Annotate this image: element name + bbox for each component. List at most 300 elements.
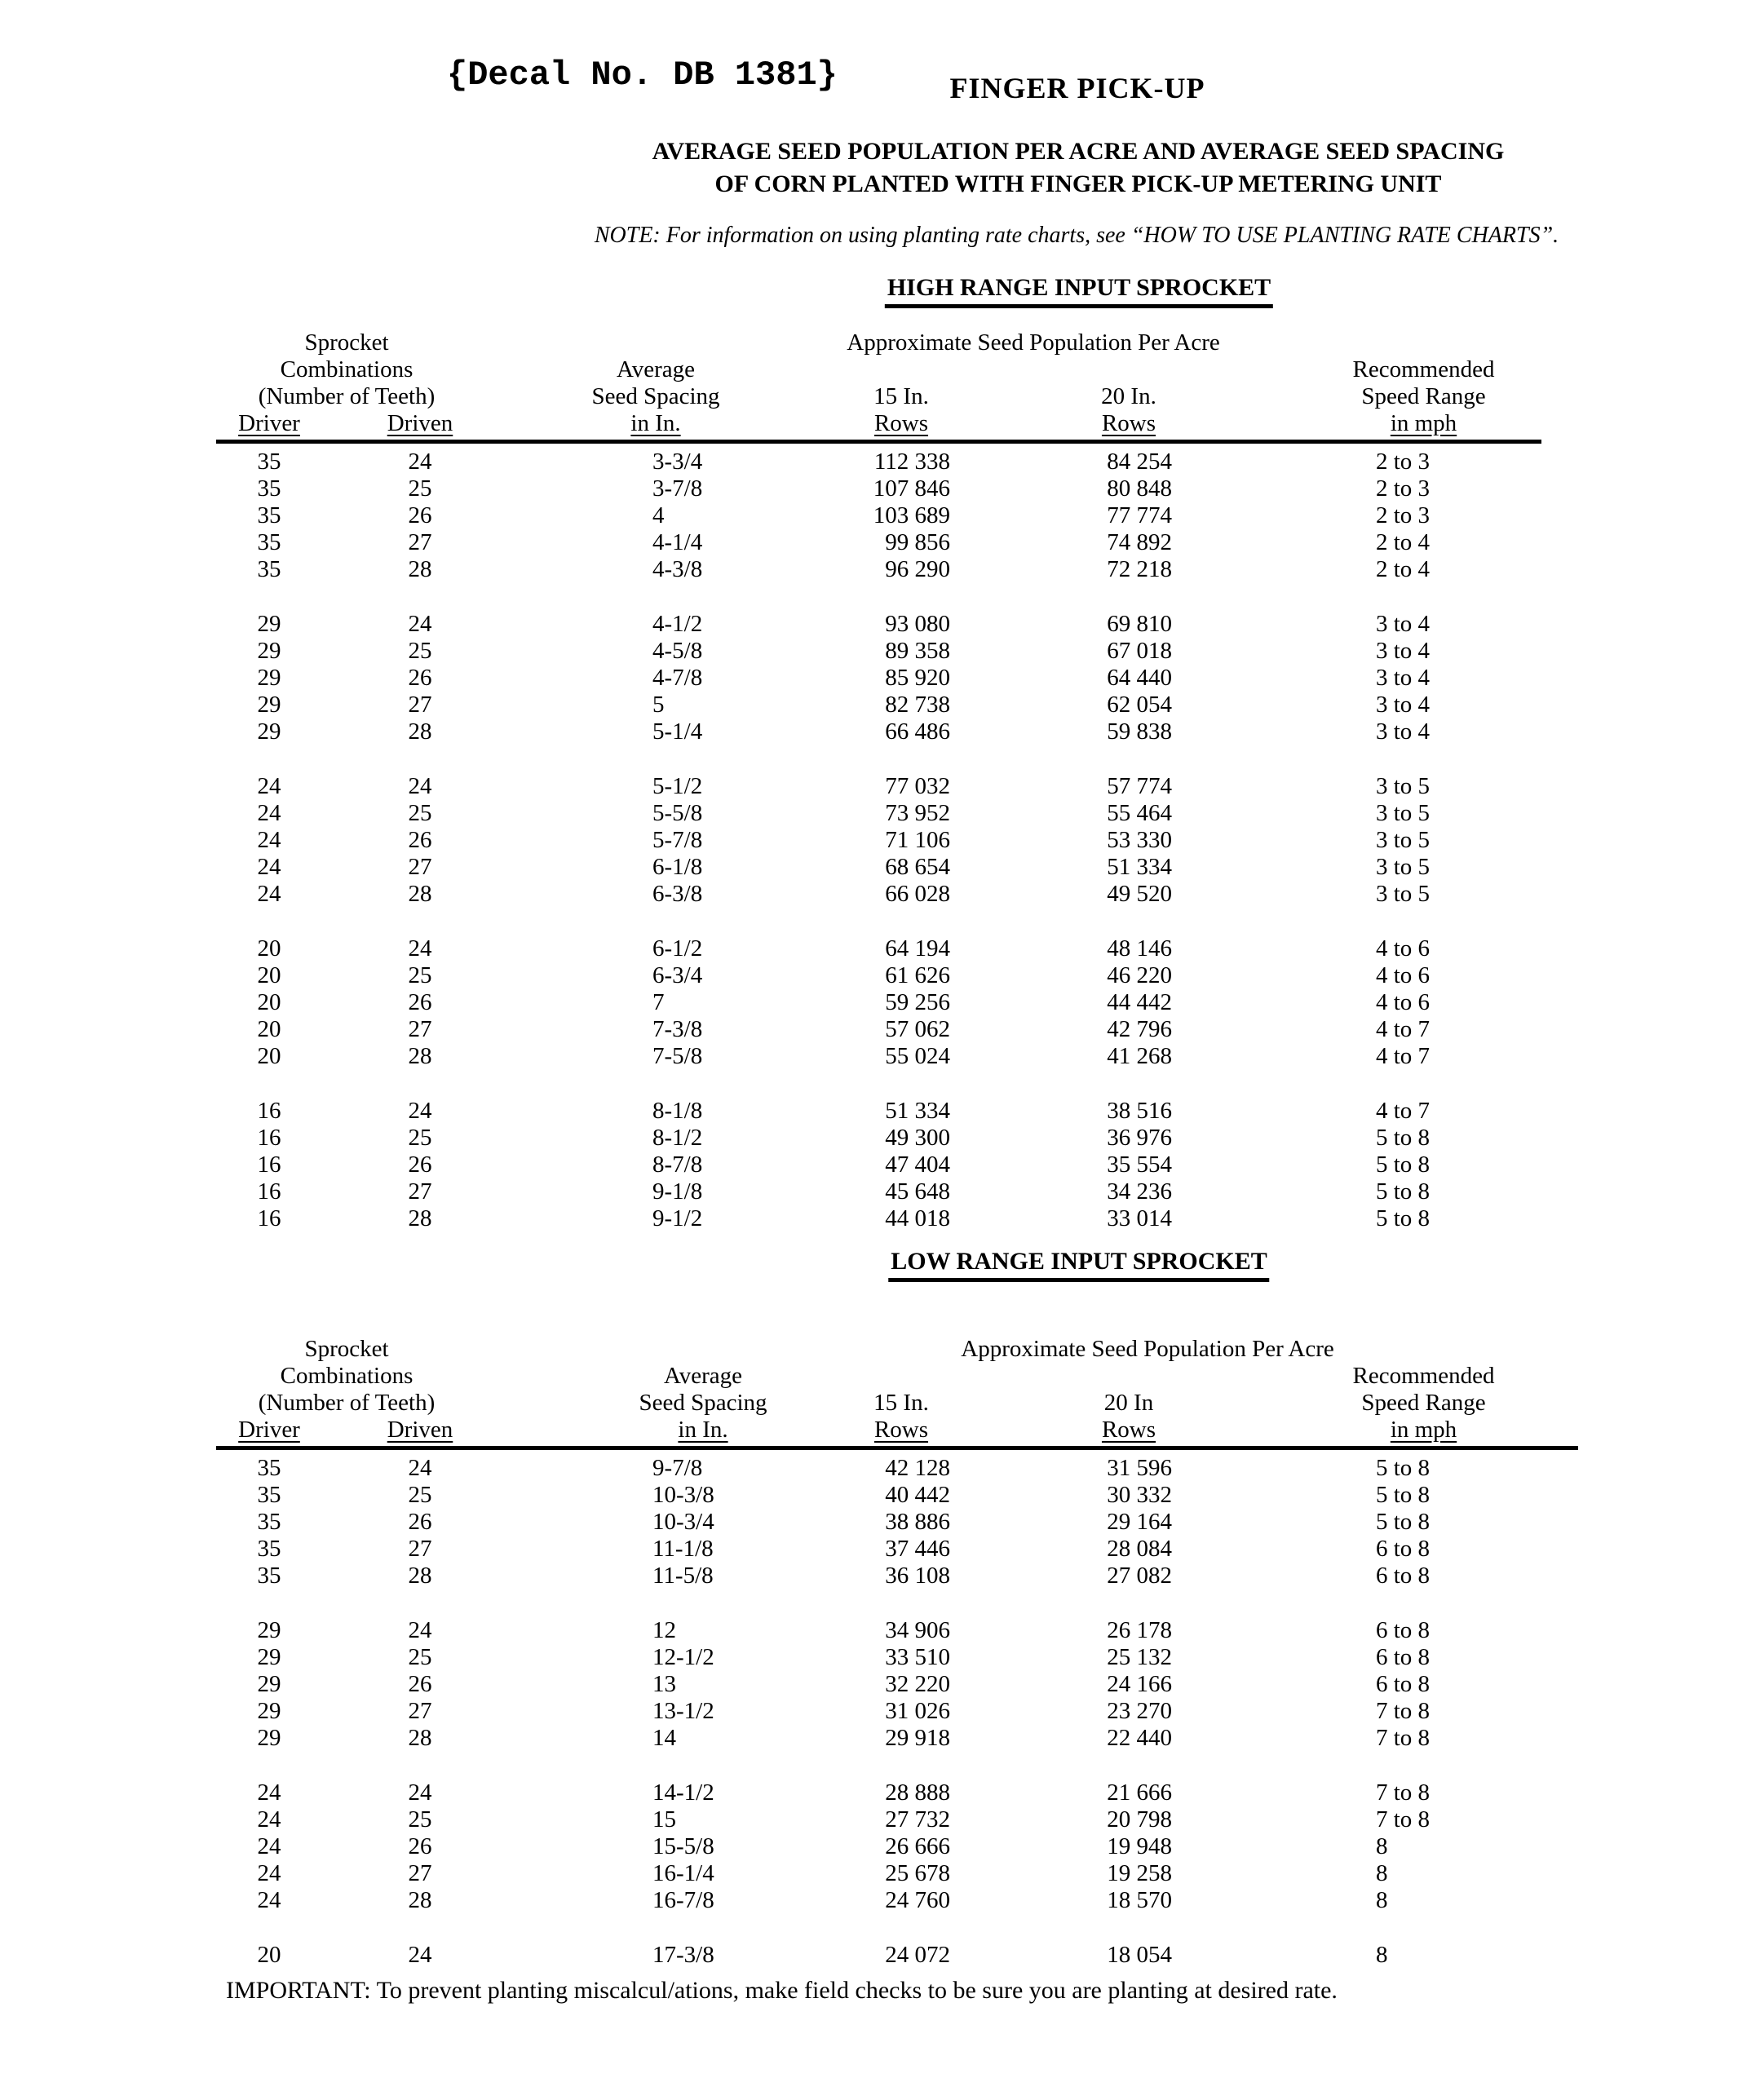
table-row	[216, 1125, 1594, 1152]
driven-teeth: 27	[408, 1536, 432, 1562]
seed-spacing-in: 7	[652, 989, 665, 1015]
population-20in-rows: 72 218	[1107, 556, 1172, 582]
table-row	[216, 611, 1594, 638]
driven-teeth: 25	[408, 1806, 432, 1833]
speed-range-mph: 5 to 8	[1376, 1205, 1431, 1231]
subtitle-line-2: OF CORN PLANTED WITH FINGER PICK-UP METERING UNIT	[714, 170, 1442, 197]
driver-teeth: 16	[257, 1178, 281, 1205]
population-20in-rows: 34 236	[1107, 1178, 1172, 1205]
seed-spacing-in: 12-1/2	[652, 1644, 714, 1670]
speed-range-mph: 5 to 8	[1376, 1509, 1431, 1535]
driven-teeth: 27	[408, 1178, 432, 1205]
population-15in-rows: 25 678	[885, 1860, 950, 1886]
table-row	[216, 1942, 1594, 1969]
population-20in-rows: 19 948	[1107, 1833, 1172, 1859]
driver-teeth: 35	[257, 1455, 281, 1481]
population-20in-rows: 35 554	[1107, 1152, 1172, 1178]
population-15in-rows: 61 626	[885, 962, 950, 988]
table-row	[216, 1833, 1594, 1860]
table-row	[216, 1644, 1594, 1671]
population-20in-rows: 41 268	[1107, 1043, 1172, 1069]
driver-teeth: 20	[257, 962, 281, 988]
population-20in-rows: 22 440	[1107, 1725, 1172, 1751]
driven-teeth: 25	[408, 800, 432, 826]
population-20in-rows: 59 838	[1107, 718, 1172, 745]
speed-range-mph: 4 to 7	[1376, 1098, 1431, 1124]
header-rule	[216, 1446, 1578, 1450]
seed-spacing-in: 6-3/8	[652, 881, 703, 907]
driver-teeth: 35	[257, 475, 281, 502]
population-15in-rows: 24 760	[885, 1887, 950, 1913]
population-15in-rows: 29 918	[885, 1725, 950, 1751]
col-header-in-mph: in mph	[1390, 410, 1457, 436]
driven-teeth: 28	[408, 1887, 432, 1913]
population-15in-rows: 93 080	[885, 611, 950, 637]
seed-spacing-in: 4-1/2	[652, 611, 703, 637]
speed-range-mph: 8	[1376, 1887, 1388, 1913]
population-15in-rows: 66 028	[885, 881, 950, 907]
population-15in-rows: 66 486	[885, 718, 950, 745]
header-line-1	[216, 329, 1594, 356]
driver-teeth: 24	[257, 773, 281, 799]
population-20in-rows: 55 464	[1107, 800, 1172, 826]
table-row	[216, 1152, 1594, 1178]
population-15in-rows: 44 018	[885, 1205, 950, 1231]
table-row	[216, 1860, 1594, 1887]
seed-spacing-in: 15	[652, 1806, 676, 1833]
population-15in-rows: 68 654	[885, 854, 950, 880]
driven-teeth: 25	[408, 1125, 432, 1151]
table-row	[216, 1098, 1594, 1125]
speed-range-mph: 2 to 4	[1376, 556, 1431, 582]
table-row	[216, 962, 1594, 989]
header-line-4	[216, 1417, 1594, 1443]
driven-teeth: 24	[408, 449, 432, 475]
speed-range-mph: 2 to 3	[1376, 449, 1431, 475]
seed-spacing-in: 13-1/2	[652, 1698, 714, 1724]
seed-spacing-in: 4-7/8	[652, 665, 703, 691]
table-row	[216, 1563, 1594, 1589]
population-15in-rows: 107 846	[873, 475, 950, 502]
table-row	[216, 556, 1594, 583]
subtitle-line-1: AVERAGE SEED POPULATION PER ACRE AND AVERAGE SEED SPACING	[652, 138, 1505, 165]
seed-spacing-in: 16-1/4	[652, 1860, 714, 1886]
population-20in-rows: 64 440	[1107, 665, 1172, 691]
speed-range-mph: 2 to 4	[1376, 529, 1431, 555]
speed-range-mph: 3 to 5	[1376, 800, 1431, 826]
driven-teeth: 25	[408, 1644, 432, 1670]
seed-spacing-in: 17-3/8	[652, 1942, 714, 1968]
driver-teeth: 16	[257, 1152, 281, 1178]
table-row	[216, 1779, 1594, 1806]
table-row	[216, 502, 1594, 529]
speed-range-mph: 3 to 4	[1376, 611, 1431, 637]
col-header-population: Approximate Seed Population Per Acre	[847, 329, 1220, 356]
driven-teeth: 26	[408, 989, 432, 1015]
header-line-4	[216, 410, 1594, 437]
speed-range-mph: 7 to 8	[1376, 1725, 1431, 1751]
population-20in-rows: 48 146	[1107, 935, 1172, 962]
speed-range-mph: 2 to 3	[1376, 502, 1431, 528]
driver-teeth: 20	[257, 935, 281, 962]
population-15in-rows: 51 334	[885, 1098, 950, 1124]
driver-teeth: 24	[257, 827, 281, 853]
driver-teeth: 29	[257, 638, 281, 664]
driven-teeth: 27	[408, 854, 432, 880]
driver-teeth: 24	[257, 1833, 281, 1859]
speed-range-mph: 5 to 8	[1376, 1482, 1431, 1508]
speed-range-mph: 8	[1376, 1860, 1388, 1886]
col-header-rows-20: Rows	[1101, 1417, 1156, 1443]
driven-teeth: 24	[408, 1942, 432, 1968]
speed-range-mph: 5 to 8	[1376, 1455, 1431, 1481]
header-rule	[216, 440, 1541, 444]
speed-range-mph: 5 to 8	[1376, 1125, 1431, 1151]
col-header-in-mph: in mph	[1390, 1417, 1457, 1443]
population-20in-rows: 31 596	[1107, 1455, 1172, 1481]
driver-teeth: 35	[257, 1509, 281, 1535]
speed-range-mph: 3 to 5	[1376, 827, 1431, 853]
population-20in-rows: 19 258	[1107, 1860, 1172, 1886]
table-title: LOW RANGE INPUT SPROCKET	[888, 1248, 1269, 1282]
seed-spacing-in: 6-3/4	[652, 962, 703, 988]
driven-teeth: 25	[408, 962, 432, 988]
population-15in-rows: 32 220	[885, 1671, 950, 1697]
speed-range-mph: 4 to 7	[1376, 1016, 1431, 1042]
table-row	[216, 1536, 1594, 1563]
population-20in-rows: 62 054	[1107, 692, 1172, 718]
seed-spacing-in: 4-5/8	[652, 638, 703, 664]
seed-spacing-in: 16-7/8	[652, 1887, 714, 1913]
col-header-average: Average	[663, 1363, 743, 1389]
population-20in-rows: 23 270	[1107, 1698, 1172, 1724]
driven-teeth: 28	[408, 1725, 432, 1751]
speed-range-mph: 3 to 4	[1376, 718, 1431, 745]
driver-teeth: 24	[257, 1860, 281, 1886]
driven-teeth: 24	[408, 1617, 432, 1643]
driven-teeth: 26	[408, 1509, 432, 1535]
speed-range-mph: 6 to 8	[1376, 1563, 1431, 1589]
driver-teeth: 24	[257, 1887, 281, 1913]
seed-spacing-in: 3-3/4	[652, 449, 703, 475]
table-row	[216, 529, 1594, 556]
col-header-seed-spacing: Seed Spacing	[639, 1390, 767, 1416]
seed-spacing-in: 9-1/8	[652, 1178, 703, 1205]
driven-teeth: 28	[408, 1043, 432, 1069]
sprocket-group	[216, 1098, 1594, 1232]
speed-range-mph: 8	[1376, 1942, 1388, 1968]
driver-teeth: 24	[257, 800, 281, 826]
driver-teeth: 29	[257, 1671, 281, 1697]
driven-teeth: 28	[408, 556, 432, 582]
header-line-3	[216, 1390, 1594, 1417]
speed-range-mph: 5 to 8	[1376, 1152, 1431, 1178]
population-20in-rows: 67 018	[1107, 638, 1172, 664]
col-header-driven: Driven	[387, 1417, 453, 1443]
speed-range-mph: 6 to 8	[1376, 1671, 1431, 1697]
header-line-1	[216, 1336, 1594, 1363]
population-15in-rows: 24 072	[885, 1942, 950, 1968]
population-15in-rows: 96 290	[885, 556, 950, 582]
speed-range-mph: 4 to 6	[1376, 935, 1431, 962]
driver-teeth: 24	[257, 1806, 281, 1833]
population-20in-rows: 80 848	[1107, 475, 1172, 502]
product-title: FINGER PICK-UP	[949, 72, 1205, 104]
seed-spacing-in: 4-3/8	[652, 556, 703, 582]
driven-teeth: 28	[408, 1563, 432, 1589]
driven-teeth: 27	[408, 1016, 432, 1042]
driven-teeth: 28	[408, 1205, 432, 1231]
col-header-population: Approximate Seed Population Per Acre	[961, 1336, 1334, 1362]
table-row	[216, 692, 1594, 718]
seed-spacing-in: 5-5/8	[652, 800, 703, 826]
col-header-sprocket: Sprocket	[304, 1336, 389, 1362]
col-header-teeth: (Number of Teeth)	[258, 383, 436, 409]
driven-teeth: 28	[408, 718, 432, 745]
table-row	[216, 1509, 1594, 1536]
driven-teeth: 24	[408, 935, 432, 962]
driver-teeth: 29	[257, 1644, 281, 1670]
seed-spacing-in: 10-3/8	[652, 1482, 714, 1508]
table-row	[216, 1725, 1594, 1752]
table-row	[216, 1698, 1594, 1725]
population-15in-rows: 36 108	[885, 1563, 950, 1589]
speed-range-mph: 3 to 4	[1376, 638, 1431, 664]
footer-important: IMPORTANT: To prevent planting miscalcul/ations, make field checks to be sure you are planting at desired rate.	[226, 1977, 1338, 2004]
seed-spacing-in: 5-1/2	[652, 773, 703, 799]
low-range-title-row	[216, 1248, 1594, 1284]
driver-teeth: 20	[257, 1942, 281, 1968]
speed-range-mph: 6 to 8	[1376, 1644, 1431, 1670]
population-20in-rows: 74 892	[1107, 529, 1172, 555]
col-header-20in: 20 In	[1103, 1390, 1154, 1416]
population-15in-rows: 28 888	[885, 1779, 950, 1806]
driver-teeth: 20	[257, 1043, 281, 1069]
table-row	[216, 1016, 1594, 1043]
driven-teeth: 27	[408, 1860, 432, 1886]
driven-teeth: 26	[408, 1671, 432, 1697]
seed-spacing-in: 4	[652, 502, 665, 528]
table-row	[216, 1455, 1594, 1482]
table-row	[216, 1482, 1594, 1509]
driven-teeth: 25	[408, 475, 432, 502]
col-header-15in: 15 In.	[873, 1390, 929, 1416]
population-15in-rows: 64 194	[885, 935, 950, 962]
driven-teeth: 25	[408, 1482, 432, 1508]
driver-teeth: 29	[257, 692, 281, 718]
driven-teeth: 27	[408, 529, 432, 555]
seed-spacing-in: 7-5/8	[652, 1043, 703, 1069]
col-header-driver: Driver	[238, 1417, 300, 1443]
table-row	[216, 1887, 1594, 1914]
population-15in-rows: 33 510	[885, 1644, 950, 1670]
population-20in-rows: 77 774	[1107, 502, 1172, 528]
table-row	[216, 800, 1594, 827]
population-20in-rows: 46 220	[1107, 962, 1172, 988]
seed-spacing-in: 11-1/8	[652, 1536, 714, 1562]
col-header-combinations: Combinations	[280, 1363, 413, 1389]
population-15in-rows: 38 886	[885, 1509, 950, 1535]
population-15in-rows: 40 442	[885, 1482, 950, 1508]
table-row	[216, 1806, 1594, 1833]
table-rows	[216, 449, 1594, 1232]
col-header-rows-15: Rows	[873, 410, 929, 436]
col-header-combinations: Combinations	[280, 356, 413, 382]
col-header-seed-spacing: Seed Spacing	[591, 383, 720, 409]
seed-spacing-in: 7-3/8	[652, 1016, 703, 1042]
driven-teeth: 24	[408, 1779, 432, 1806]
seed-spacing-in: 8-1/2	[652, 1125, 703, 1151]
driven-teeth: 26	[408, 827, 432, 853]
seed-spacing-in: 8-1/8	[652, 1098, 703, 1124]
population-20in-rows: 21 666	[1107, 1779, 1172, 1806]
driver-teeth: 29	[257, 611, 281, 637]
header-line-2	[216, 1363, 1594, 1390]
table-row	[216, 773, 1594, 800]
sprocket-group	[216, 1617, 1594, 1752]
sprocket-group	[216, 773, 1594, 908]
population-20in-rows: 24 166	[1107, 1671, 1172, 1697]
driver-teeth: 16	[257, 1205, 281, 1231]
population-15in-rows: 45 648	[885, 1178, 950, 1205]
speed-range-mph: 6 to 8	[1376, 1536, 1431, 1562]
seed-spacing-in: 4-1/4	[652, 529, 703, 555]
table-header	[216, 1336, 1594, 1443]
driven-teeth: 27	[408, 1698, 432, 1724]
population-15in-rows: 82 738	[885, 692, 950, 718]
speed-range-mph: 3 to 5	[1376, 881, 1431, 907]
header-line-2	[216, 356, 1594, 383]
table-row	[216, 1671, 1594, 1698]
population-15in-rows: 55 024	[885, 1043, 950, 1069]
table-row	[216, 935, 1594, 962]
population-20in-rows: 36 976	[1107, 1125, 1172, 1151]
driver-teeth: 35	[257, 1536, 281, 1562]
sprocket-group	[216, 1455, 1594, 1589]
col-header-driver: Driver	[238, 410, 300, 436]
col-header-recommended: Recommended	[1352, 356, 1495, 382]
driven-teeth: 24	[408, 773, 432, 799]
population-20in-rows: 42 796	[1107, 1016, 1172, 1042]
population-20in-rows: 18 054	[1107, 1942, 1172, 1968]
header-line-3	[216, 383, 1594, 410]
table-row	[216, 718, 1594, 745]
driven-teeth: 26	[408, 1833, 432, 1859]
driver-teeth: 29	[257, 1617, 281, 1643]
seed-spacing-in: 15-5/8	[652, 1833, 714, 1859]
speed-range-mph: 2 to 3	[1376, 475, 1431, 502]
population-15in-rows: 71 106	[885, 827, 950, 853]
seed-spacing-in: 11-5/8	[652, 1563, 714, 1589]
sprocket-group	[216, 1942, 1594, 1969]
population-20in-rows: 26 178	[1107, 1617, 1172, 1643]
speed-range-mph: 3 to 4	[1376, 692, 1431, 718]
col-header-rows-15: Rows	[873, 1417, 929, 1443]
driver-teeth: 16	[257, 1098, 281, 1124]
seed-spacing-in: 5-1/4	[652, 718, 703, 745]
speed-range-mph: 3 to 5	[1376, 854, 1431, 880]
driver-teeth: 24	[257, 854, 281, 880]
population-15in-rows: 57 062	[885, 1016, 950, 1042]
seed-spacing-in: 6-1/2	[652, 935, 703, 962]
speed-range-mph: 3 to 5	[1376, 773, 1431, 799]
population-15in-rows: 37 446	[885, 1536, 950, 1562]
population-20in-rows: 38 516	[1107, 1098, 1172, 1124]
population-20in-rows: 18 570	[1107, 1887, 1172, 1913]
population-15in-rows: 34 906	[885, 1617, 950, 1643]
sprocket-group	[216, 449, 1594, 583]
col-header-driven: Driven	[387, 410, 453, 436]
speed-range-mph: 8	[1376, 1833, 1388, 1859]
sprocket-group	[216, 935, 1594, 1070]
driven-teeth: 27	[408, 692, 432, 718]
table-row	[216, 638, 1594, 665]
speed-range-mph: 4 to 6	[1376, 962, 1431, 988]
seed-spacing-in: 12	[652, 1617, 676, 1643]
table-row	[216, 854, 1594, 881]
population-15in-rows: 49 300	[885, 1125, 950, 1151]
driven-teeth: 26	[408, 1152, 432, 1178]
driver-teeth: 35	[257, 502, 281, 528]
table-row	[216, 665, 1594, 692]
driver-teeth: 35	[257, 529, 281, 555]
col-header-speed-range: Speed Range	[1361, 383, 1486, 409]
col-header-15in: 15 In.	[873, 383, 929, 409]
population-15in-rows: 99 856	[885, 529, 950, 555]
seed-spacing-in: 8-7/8	[652, 1152, 703, 1178]
population-15in-rows: 85 920	[885, 665, 950, 691]
speed-range-mph: 6 to 8	[1376, 1617, 1431, 1643]
note-text: NOTE: For information on using planting rate charts, see “HOW TO USE PLANTING RATE CHARTS”.	[594, 223, 1559, 248]
driven-teeth: 25	[408, 638, 432, 664]
driven-teeth: 24	[408, 611, 432, 637]
driver-teeth: 35	[257, 449, 281, 475]
seed-spacing-in: 9-7/8	[652, 1455, 703, 1481]
driven-teeth: 26	[408, 502, 432, 528]
document-subtitle	[652, 135, 1505, 201]
col-header-20in: 20 In.	[1101, 383, 1156, 409]
speed-range-mph: 7 to 8	[1376, 1698, 1431, 1724]
driven-teeth: 24	[408, 1455, 432, 1481]
driver-teeth: 35	[257, 1563, 281, 1589]
population-20in-rows: 53 330	[1107, 827, 1172, 853]
table-title: HIGH RANGE INPUT SPROCKET	[885, 274, 1273, 308]
driver-teeth: 35	[257, 556, 281, 582]
driver-teeth: 24	[257, 881, 281, 907]
table-rows	[216, 1455, 1594, 1969]
driver-teeth: 29	[257, 1725, 281, 1751]
table-row	[216, 1205, 1594, 1232]
seed-spacing-in: 5	[652, 692, 665, 718]
population-15in-rows: 47 404	[885, 1152, 950, 1178]
speed-range-mph: 3 to 4	[1376, 665, 1431, 691]
population-20in-rows: 84 254	[1107, 449, 1172, 475]
high-range-table	[216, 274, 1594, 1260]
driver-teeth: 20	[257, 1016, 281, 1042]
driven-teeth: 24	[408, 1098, 432, 1124]
high-range-title-row	[216, 274, 1594, 310]
speed-range-mph: 4 to 6	[1376, 989, 1431, 1015]
population-20in-rows: 44 442	[1107, 989, 1172, 1015]
col-header-teeth: (Number of Teeth)	[258, 1390, 436, 1416]
col-header-recommended: Recommended	[1352, 1363, 1495, 1389]
population-15in-rows: 31 026	[885, 1698, 950, 1724]
table-row	[216, 1178, 1594, 1205]
seed-spacing-in: 14	[652, 1725, 676, 1751]
table-row	[216, 989, 1594, 1016]
driver-teeth: 20	[257, 989, 281, 1015]
driven-teeth: 26	[408, 665, 432, 691]
